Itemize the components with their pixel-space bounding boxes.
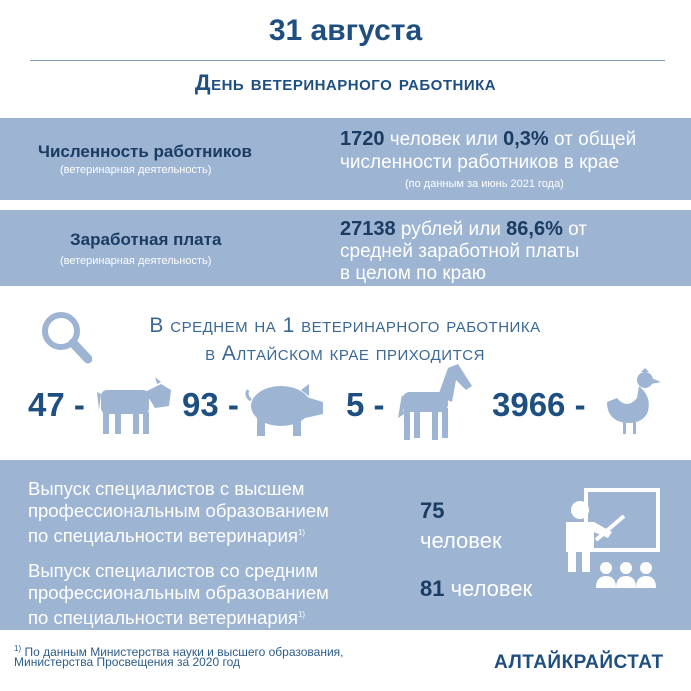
animals-heading-line2: в Алтайском крае приходится	[205, 342, 485, 365]
higher-text-line1: Выпуск специалистов с высшем	[28, 478, 305, 499]
higher-count: 75	[420, 498, 445, 523]
workers-label: Численность работников	[38, 142, 252, 161]
secondary-count: 81 человек	[420, 576, 533, 601]
workers-stat-line1: 1720 человек или 0,3% от общей	[340, 128, 637, 150]
secondary-text-line3: по специальности ветеринария$^{1)}$	[28, 607, 306, 629]
workers-stat-line2: численности работников в крае	[340, 152, 620, 173]
horse-icon	[398, 362, 474, 442]
salary-value: 27138	[340, 218, 396, 240]
higher-text-line3: по специальности ветеринария$^{1)}$	[28, 525, 306, 547]
poultry-count: 3966 -	[492, 386, 586, 423]
salary-stat-line3: в целом по краю	[340, 263, 487, 284]
teacher-icon	[552, 486, 662, 594]
workers-sublabel: (ветеринарная деятельность)	[60, 164, 212, 176]
horses-count: 5 -	[346, 386, 385, 423]
salary-sublabel: (ветеринарная деятельность)	[60, 255, 212, 267]
cow-icon	[95, 374, 175, 436]
salary-label: Заработная плата	[70, 230, 222, 249]
pigs-count: 93 -	[182, 386, 239, 423]
secondary-text-line1: Выпуск специалистов со средним	[28, 560, 319, 581]
higher-unit: человек	[420, 528, 502, 553]
secondary-text-line2: профессиональным образованием	[28, 582, 329, 603]
workers-percent: 0,3%	[503, 128, 549, 150]
animals-heading-line1: В среднем на 1 ветеринарного работника	[149, 314, 541, 337]
footnote-line2: Министерства Просвещения за 2020 год	[14, 655, 241, 669]
footnote-line1: $^{1)}$ По данным Министерства науки и высшего образования,	[14, 644, 344, 659]
workers-value: 1720	[340, 128, 385, 150]
workers-note: (по данным за июнь 2021 года)	[405, 178, 564, 190]
pig-icon	[243, 378, 325, 438]
header-divider	[30, 60, 665, 61]
page-title: День ветеринарного работника	[194, 70, 497, 95]
cattle-count: 47 -	[28, 386, 85, 423]
brand-logo: АЛТАЙКРАЙСТАТ	[494, 652, 664, 673]
salary-stat-line2: средней заработной платы	[340, 241, 580, 262]
chicken-icon	[605, 368, 663, 436]
higher-text-line2: профессиональным образованием	[28, 500, 329, 521]
salary-percent: 86,6%	[506, 218, 563, 240]
salary-stat-line1: 27138 рублей или 86,6% от	[340, 218, 587, 240]
date-title: 31 августа	[268, 14, 423, 47]
